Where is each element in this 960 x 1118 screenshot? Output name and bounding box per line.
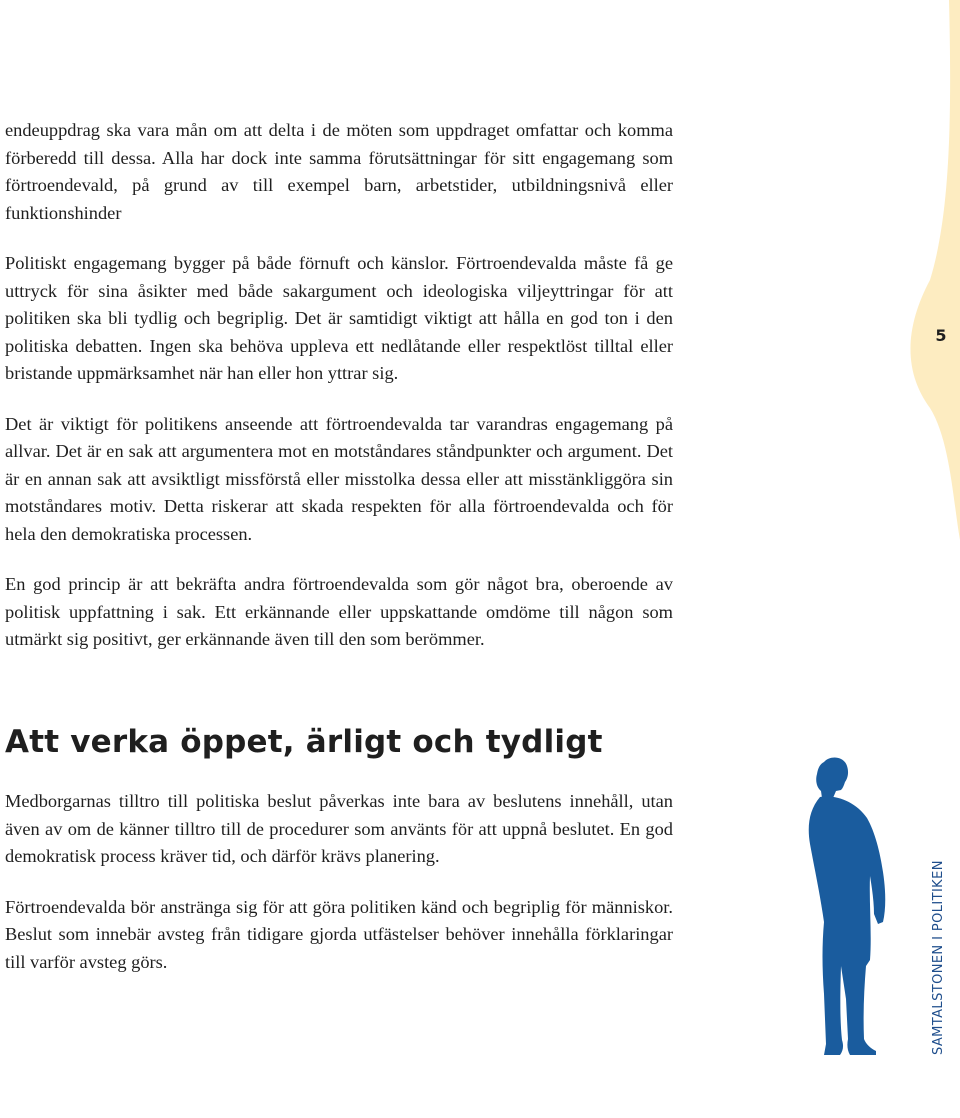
yellow-margin-wave: [910, 0, 960, 540]
person-silhouette-icon: [800, 754, 895, 1056]
section-heading: Att verka öppet, ärligt och tydligt: [5, 724, 603, 760]
section-text: [5, 788, 673, 976]
paragraph-principle: En god princip är att bekräfta andra förtroendevalda som gör något bra, oberoende av politisk uppfattning i sak. Ett erkännande eller uppskattande omdöme till någon som utmärkt sig positivt, ger erkännande även till den som berömmer.: [5, 574, 673, 649]
paragraph-respect: Det är viktigt för politikens anseende att förtroendevalda tar varandras engagemang på allvar. Det är en sak att argumentera mot en motståndares ståndpunkter och argument. Det är en annan sak att avsiktligt missförstå eller misstolka dessa eller att misstänkliggöra sin motståndares motiv. Detta riskerar att skada respekten för alla förtroendevalda och för hela den demokratiska processen.: [5, 413, 673, 544]
paragraph-engagement: Politiskt engagemang bygger på både förnuft och känslor. Förtroendevalda måste få ge uttryck för sina åsikter med både sakargument och ideologiska viljeyttringar för att politiken ska bli tydlig och begriplig. Det är samtidigt viktigt att hålla en god ton i den politiska debatten. Ingen ska behöva uppleva ett nedlåtande eller respektlöst tilltal eller bristande uppmärksamhet när han eller hon yttrar sig.: [5, 253, 673, 383]
paragraph-continuation: endeuppdrag ska vara mån om att delta i de möten som uppdraget omfattar och komma förberedd till dessa. Alla har dock inte samma förutsättningar för sitt engagemang som förtroendevald, på grund av till exempel barn, arbetstider, utbildningsnivå eller funktionshinder: [5, 120, 673, 223]
side-label: SAMTALSTONEN I POLITIKEN: [931, 860, 946, 1055]
page-number: 5: [935, 326, 947, 345]
paragraph-trust: Medborgarnas tilltro till politiska beslut påverkas inte bara av beslutens innehåll, utan även av om de känner tilltro till de procedurer som använts för att uppnå beslutet. En god demokratisk process kräver tid, och därför krävs planering.: [5, 791, 673, 866]
body-text: [5, 117, 673, 654]
paragraph-explanations: Förtroendevalda bör anstränga sig för att göra politiken känd och begriplig för människor. Beslut som innebär avsteg från tidigare gjorda utfästelser behöver innehålla förklaringar till varför avsteg görs.: [5, 896, 673, 972]
